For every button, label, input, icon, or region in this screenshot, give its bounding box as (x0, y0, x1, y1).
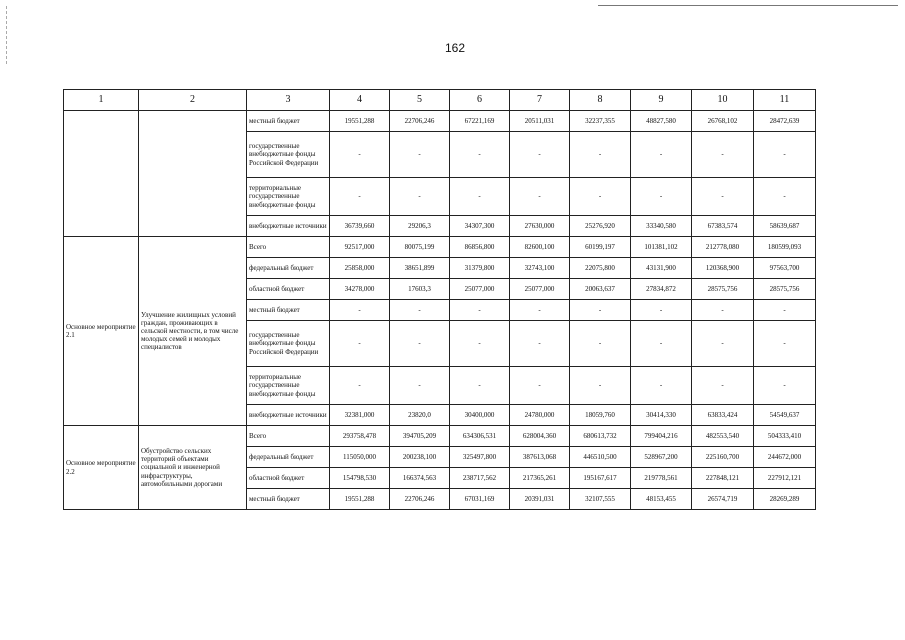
amount-cell: - (570, 300, 631, 321)
amount-cell: 101381,102 (631, 237, 692, 258)
amount-cell: 154798,530 (330, 468, 390, 489)
column-header: 10 (692, 90, 754, 111)
amount-cell: - (450, 321, 510, 367)
amount-cell: 31379,800 (450, 258, 510, 279)
amount-cell: 80075,199 (390, 237, 450, 258)
budget-table (63, 89, 816, 510)
amount-cell: - (390, 321, 450, 367)
amount-cell: 67031,169 (450, 489, 510, 510)
amount-cell: - (692, 321, 754, 367)
funding-source-cell: местный бюджет (247, 111, 330, 132)
amount-cell: 36739,660 (330, 216, 390, 237)
amount-cell: 387613,068 (510, 447, 570, 468)
table-header (64, 90, 816, 111)
funding-source-cell: областной бюджет (247, 279, 330, 300)
amount-cell: 60199,197 (570, 237, 631, 258)
amount-cell: - (570, 132, 631, 178)
amount-cell: - (754, 300, 816, 321)
amount-cell: 18059,760 (570, 405, 631, 426)
amount-cell: - (754, 321, 816, 367)
amount-cell: 54549,637 (754, 405, 816, 426)
amount-cell: 799404,216 (631, 426, 692, 447)
amount-cell: 32237,355 (570, 111, 631, 132)
amount-cell: 67383,574 (692, 216, 754, 237)
amount-cell: - (570, 178, 631, 216)
amount-cell: - (390, 132, 450, 178)
amount-cell: - (631, 367, 692, 405)
amount-cell: 680613,732 (570, 426, 631, 447)
funding-source-cell: территориальные государственные внебюджетные фонды (247, 178, 330, 216)
amount-cell: - (631, 321, 692, 367)
funding-source-cell: федеральный бюджет (247, 258, 330, 279)
amount-cell: 22075,800 (570, 258, 631, 279)
event-name-cell: Основное мероприятие 2.2 (64, 426, 139, 510)
amount-cell: - (390, 178, 450, 216)
amount-cell: 29206,3 (390, 216, 450, 237)
column-header: 2 (139, 90, 247, 111)
amount-cell: 528967,200 (631, 447, 692, 468)
amount-cell: 32381,000 (330, 405, 390, 426)
amount-cell: 20391,031 (510, 489, 570, 510)
top-rule (598, 5, 898, 6)
amount-cell: 25077,000 (510, 279, 570, 300)
amount-cell: 482553,540 (692, 426, 754, 447)
amount-cell: - (754, 367, 816, 405)
amount-cell: 227912,121 (754, 468, 816, 489)
amount-cell: - (510, 321, 570, 367)
amount-cell: - (390, 300, 450, 321)
amount-cell: - (450, 178, 510, 216)
margin-mark (6, 6, 7, 64)
amount-cell: 27834,872 (631, 279, 692, 300)
amount-cell: 217365,261 (510, 468, 570, 489)
funding-source-cell: Всего (247, 426, 330, 447)
amount-cell: 82600,100 (510, 237, 570, 258)
funding-source-cell: внебюджетные источники (247, 405, 330, 426)
amount-cell: 293758,478 (330, 426, 390, 447)
table-body (64, 111, 816, 510)
amount-cell: 26574,719 (692, 489, 754, 510)
amount-cell: 24780,000 (510, 405, 570, 426)
amount-cell: 25276,920 (570, 216, 631, 237)
amount-cell: - (390, 367, 450, 405)
amount-cell: 446510,500 (570, 447, 631, 468)
amount-cell: 32743,100 (510, 258, 570, 279)
column-header: 6 (450, 90, 510, 111)
amount-cell: - (330, 132, 390, 178)
amount-cell: - (692, 367, 754, 405)
amount-cell: 33340,580 (631, 216, 692, 237)
amount-cell: 22706,246 (390, 489, 450, 510)
amount-cell: 38651,899 (390, 258, 450, 279)
amount-cell: - (450, 300, 510, 321)
amount-cell: 212778,080 (692, 237, 754, 258)
table-row (64, 111, 816, 132)
amount-cell: 28472,639 (754, 111, 816, 132)
amount-cell: 22706,246 (390, 111, 450, 132)
funding-source-cell: государственные внебюджетные фонды Российской Федерации (247, 321, 330, 367)
event-description-cell: Улучшение жилищных условий граждан, проживающих в сельской местности, в том числе молодых семей и молодых специалистов (139, 237, 247, 426)
amount-cell: 166374,563 (390, 468, 450, 489)
amount-cell: - (692, 178, 754, 216)
amount-cell: - (450, 132, 510, 178)
amount-cell: 115050,000 (330, 447, 390, 468)
column-header: 3 (247, 90, 330, 111)
table-row (64, 426, 816, 447)
event-name-cell (64, 111, 139, 237)
amount-cell: 19551,288 (330, 111, 390, 132)
amount-cell: 86856,800 (450, 237, 510, 258)
amount-cell: 97563,700 (754, 258, 816, 279)
funding-source-cell: федеральный бюджет (247, 447, 330, 468)
amount-cell: - (692, 300, 754, 321)
amount-cell: - (570, 367, 631, 405)
amount-cell: 23820,0 (390, 405, 450, 426)
amount-cell: - (330, 367, 390, 405)
amount-cell: - (330, 321, 390, 367)
amount-cell: 67221,169 (450, 111, 510, 132)
amount-cell: - (631, 132, 692, 178)
funding-source-cell: местный бюджет (247, 489, 330, 510)
amount-cell: 34278,000 (330, 279, 390, 300)
amount-cell: 20063,637 (570, 279, 631, 300)
funding-source-cell: территориальные государственные внебюджетные фонды (247, 367, 330, 405)
amount-cell: 504333,410 (754, 426, 816, 447)
amount-cell: 238717,562 (450, 468, 510, 489)
amount-cell: 27630,000 (510, 216, 570, 237)
amount-cell: 34307,300 (450, 216, 510, 237)
amount-cell: 195167,617 (570, 468, 631, 489)
amount-cell: 26768,102 (692, 111, 754, 132)
amount-cell: 32107,555 (570, 489, 631, 510)
amount-cell: 19551,288 (330, 489, 390, 510)
amount-cell: 25858,000 (330, 258, 390, 279)
column-header: 7 (510, 90, 570, 111)
amount-cell: - (450, 367, 510, 405)
amount-cell: 48827,580 (631, 111, 692, 132)
column-header: 9 (631, 90, 692, 111)
amount-cell: - (754, 178, 816, 216)
amount-cell: - (631, 300, 692, 321)
amount-cell: 227848,121 (692, 468, 754, 489)
amount-cell: 219778,561 (631, 468, 692, 489)
column-header: 11 (754, 90, 816, 111)
amount-cell: - (570, 321, 631, 367)
column-header: 1 (64, 90, 139, 111)
amount-cell: 30414,330 (631, 405, 692, 426)
amount-cell: 43131,900 (631, 258, 692, 279)
amount-cell: 28575,756 (692, 279, 754, 300)
amount-cell: 394705,209 (390, 426, 450, 447)
amount-cell: 48153,455 (631, 489, 692, 510)
amount-cell: 30400,000 (450, 405, 510, 426)
amount-cell: 58639,687 (754, 216, 816, 237)
amount-cell: 200238,100 (390, 447, 450, 468)
amount-cell: 28575,756 (754, 279, 816, 300)
funding-source-cell: областной бюджет (247, 468, 330, 489)
amount-cell: - (510, 367, 570, 405)
amount-cell: 325497,800 (450, 447, 510, 468)
amount-cell: - (510, 178, 570, 216)
amount-cell: 628004,360 (510, 426, 570, 447)
amount-cell: 180599,093 (754, 237, 816, 258)
amount-cell: - (692, 132, 754, 178)
amount-cell: - (510, 300, 570, 321)
funding-source-cell: Всего (247, 237, 330, 258)
amount-cell: - (330, 300, 390, 321)
amount-cell: - (754, 132, 816, 178)
amount-cell: 92517,000 (330, 237, 390, 258)
column-header: 5 (390, 90, 450, 111)
amount-cell: - (631, 178, 692, 216)
amount-cell: 63833,424 (692, 405, 754, 426)
amount-cell: 25077,000 (450, 279, 510, 300)
amount-cell: 634306,531 (450, 426, 510, 447)
event-name-cell: Основное мероприятие 2.1 (64, 237, 139, 426)
amount-cell: 17603,3 (390, 279, 450, 300)
amount-cell: - (330, 178, 390, 216)
table-row (64, 237, 816, 258)
event-description-cell: Обустройство сельских территорий объектами социальной и инженерной инфраструктуры, автомобильными дорогами (139, 426, 247, 510)
funding-source-cell: внебюджетные источники (247, 216, 330, 237)
amount-cell: 244672,000 (754, 447, 816, 468)
amount-cell: - (510, 132, 570, 178)
funding-source-cell: государственные внебюджетные фонды Российской Федерации (247, 132, 330, 178)
amount-cell: 28269,289 (754, 489, 816, 510)
page-number: 162 (444, 41, 466, 55)
amount-cell: 20511,031 (510, 111, 570, 132)
column-header: 8 (570, 90, 631, 111)
funding-source-cell: местный бюджет (247, 300, 330, 321)
amount-cell: 120368,900 (692, 258, 754, 279)
column-header: 4 (330, 90, 390, 111)
amount-cell: 225160,700 (692, 447, 754, 468)
event-description-cell (139, 111, 247, 237)
